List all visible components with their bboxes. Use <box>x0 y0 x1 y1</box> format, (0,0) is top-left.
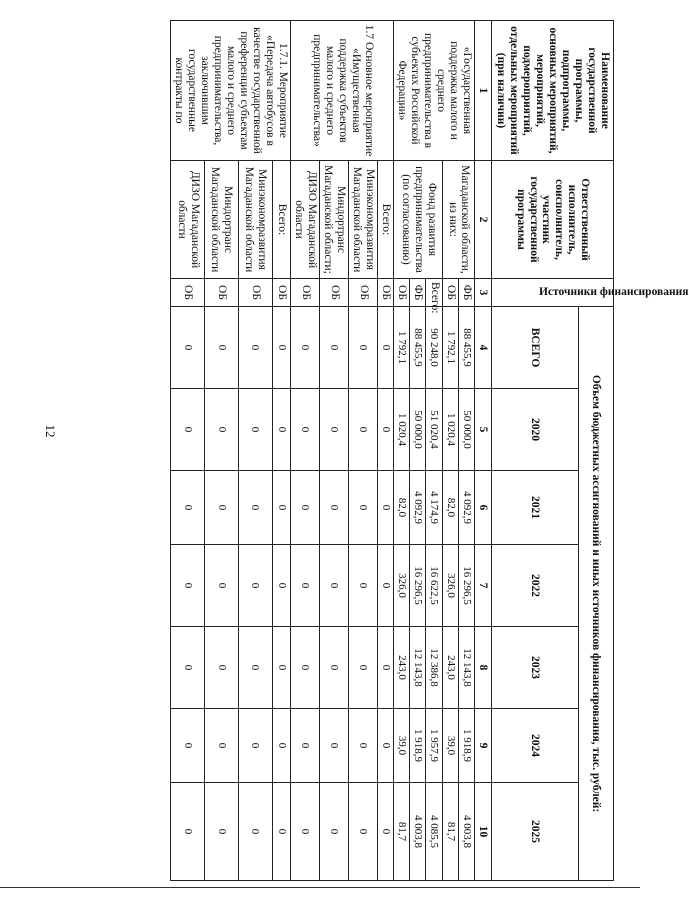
value-cell: 0 <box>320 783 349 881</box>
value-cell: 0 <box>320 389 349 471</box>
table-row <box>272 21 291 881</box>
program-name-cell: 1.7 Основное мероприятие «Имущественная поддержка субъектов малого и среднего предпринимательства» <box>291 21 394 161</box>
value-cell: 0 <box>272 783 291 881</box>
value-cell: 0 <box>291 545 320 627</box>
header-year-2020: 2020 <box>492 389 579 471</box>
value-cell: 0 <box>205 471 239 545</box>
value-cell: 0 <box>378 709 394 783</box>
value-cell: 0 <box>349 389 378 471</box>
header-year-2025: 2025 <box>492 783 579 881</box>
executor-cell: ДИЗО Магаданской области <box>171 161 205 279</box>
value-cell: 88 455,9 <box>459 307 475 389</box>
executor-cell: Фонд развития предпринимательства (по согласованию) <box>394 161 443 279</box>
value-cell: 1 020,4 <box>394 389 410 471</box>
source-cell: ОБ <box>378 279 394 307</box>
value-cell: 0 <box>378 307 394 389</box>
value-cell: 0 <box>320 471 349 545</box>
header-year-2021: 2021 <box>492 471 579 545</box>
executor-cell: Всего: <box>272 161 291 279</box>
value-cell: 0 <box>378 389 394 471</box>
value-cell: 0 <box>349 307 378 389</box>
value-cell: 4 092,9 <box>459 471 475 545</box>
value-cell: 12 143,8 <box>410 627 426 709</box>
header-executor: Ответственный исполнитель, соисполнитель, участник государственной программы <box>492 161 614 279</box>
value-cell: 0 <box>378 627 394 709</box>
value-cell: 0 <box>171 627 205 709</box>
value-cell: 0 <box>272 307 291 389</box>
column-index: 6 <box>475 471 492 545</box>
header-year-total: ВСЕГО <box>492 307 579 389</box>
source-cell: ОБ <box>349 279 378 307</box>
page-number: 12 <box>43 424 58 438</box>
value-cell: 0 <box>272 389 291 471</box>
header-year-2024: 2024 <box>492 709 579 783</box>
value-cell: 39,0 <box>394 709 410 783</box>
value-cell: 0 <box>272 545 291 627</box>
value-cell: 0 <box>320 709 349 783</box>
header-sources: Источники финансирования <box>492 279 614 307</box>
source-cell: ОБ <box>291 279 320 307</box>
source-cell: ФБ <box>459 279 475 307</box>
value-cell: 1 792,1 <box>443 307 459 389</box>
value-cell: 0 <box>291 307 320 389</box>
value-cell: 0 <box>320 545 349 627</box>
value-cell: 0 <box>291 783 320 881</box>
table-row <box>459 21 475 881</box>
column-index: 1 <box>475 21 492 161</box>
header-volume: Объем бюджетных ассигнований и иных источников финансирования, тыс. рублей: <box>579 307 614 881</box>
executor-cell: Магаданской области, из них: <box>443 161 475 279</box>
column-index: 10 <box>475 783 492 881</box>
source-cell: ОБ <box>205 279 239 307</box>
value-cell: 0 <box>272 627 291 709</box>
value-cell: 243,0 <box>394 627 410 709</box>
value-cell: 0 <box>378 471 394 545</box>
value-cell: 1 792,1 <box>394 307 410 389</box>
column-index: 8 <box>475 627 492 709</box>
value-cell: 1 918,9 <box>410 709 426 783</box>
value-cell: 0 <box>349 627 378 709</box>
value-cell: 12 386,8 <box>426 627 443 709</box>
column-index: 2 <box>475 161 492 279</box>
source-cell: ОБ <box>443 279 459 307</box>
value-cell: 4 092,9 <box>410 471 426 545</box>
source-cell: Всего: <box>426 279 443 307</box>
column-index: 5 <box>475 389 492 471</box>
value-cell: 0 <box>238 307 272 389</box>
value-cell: 39,0 <box>443 709 459 783</box>
value-cell: 51 020,4 <box>426 389 443 471</box>
source-cell: ОБ <box>238 279 272 307</box>
page-bottom-rule <box>0 887 640 888</box>
table-row <box>378 21 394 881</box>
header-name: Наименование государственной программы, подпрограммы, основных мероприятий, мероприятий, подмероприятий, отдельных мероприятий (при наличии) <box>492 21 614 161</box>
program-name-cell: 1.7.1. Мероприятие «Передача автобусов в качестве государственной преференции субъектам малого и среднего предпринимательства, заключившим государственные контракты по <box>171 21 291 161</box>
executor-cell: Миндортранс Магаданской области; <box>320 161 349 279</box>
value-cell: 16 296,5 <box>410 545 426 627</box>
value-cell: 0 <box>349 709 378 783</box>
value-cell: 0 <box>238 709 272 783</box>
header-year-2022: 2022 <box>492 545 579 627</box>
value-cell: 0 <box>291 709 320 783</box>
value-cell: 0 <box>291 389 320 471</box>
executor-cell: Минэкономразвития Магаданской области <box>238 161 272 279</box>
value-cell: 82,0 <box>394 471 410 545</box>
value-cell: 1 918,9 <box>459 709 475 783</box>
source-cell: ОБ <box>272 279 291 307</box>
column-index: 7 <box>475 545 492 627</box>
value-cell: 326,0 <box>394 545 410 627</box>
value-cell: 12 143,8 <box>459 627 475 709</box>
value-cell: 81,7 <box>443 783 459 881</box>
source-cell: ОБ <box>320 279 349 307</box>
value-cell: 0 <box>238 627 272 709</box>
value-cell: 90 248,0 <box>426 307 443 389</box>
value-cell: 88 455,9 <box>410 307 426 389</box>
value-cell: 243,0 <box>443 627 459 709</box>
value-cell: 0 <box>171 389 205 471</box>
executor-cell: ДИЗО Магаданской области <box>291 161 320 279</box>
value-cell: 0 <box>349 471 378 545</box>
value-cell: 0 <box>291 471 320 545</box>
value-cell: 1 020,4 <box>443 389 459 471</box>
value-cell: 0 <box>205 307 239 389</box>
column-index-row <box>475 21 492 881</box>
value-cell: 0 <box>349 783 378 881</box>
value-cell: 0 <box>378 783 394 881</box>
value-cell: 0 <box>272 471 291 545</box>
value-cell: 4 174,9 <box>426 471 443 545</box>
value-cell: 0 <box>171 545 205 627</box>
value-cell: 0 <box>378 545 394 627</box>
value-cell: 1 957,9 <box>426 709 443 783</box>
source-cell: ФБ <box>410 279 426 307</box>
value-cell: 4 003,8 <box>459 783 475 881</box>
executor-cell: Всего: <box>378 161 394 279</box>
program-name-cell: «Государственная поддержка малого и среднего предпринимательства в субъектах Российской Федерации» <box>394 21 475 161</box>
value-cell: 0 <box>320 307 349 389</box>
source-cell: ОБ <box>394 279 410 307</box>
value-cell: 0 <box>205 389 239 471</box>
value-cell: 16 622,5 <box>426 545 443 627</box>
source-cell: ОБ <box>171 279 205 307</box>
value-cell: 326,0 <box>443 545 459 627</box>
value-cell: 0 <box>238 545 272 627</box>
value-cell: 0 <box>205 545 239 627</box>
value-cell: 0 <box>205 709 239 783</box>
value-cell: 0 <box>238 389 272 471</box>
value-cell: 0 <box>171 471 205 545</box>
value-cell: 0 <box>238 471 272 545</box>
column-index: 4 <box>475 307 492 389</box>
executor-cell: Миндортранс Магаданской области <box>205 161 239 279</box>
budget-table <box>170 20 689 881</box>
value-cell: 50 000,0 <box>459 389 475 471</box>
value-cell: 82,0 <box>443 471 459 545</box>
budget-table-rotated <box>59 20 689 880</box>
column-index: 9 <box>475 709 492 783</box>
value-cell: 16 296,5 <box>459 545 475 627</box>
column-index: 3 <box>475 279 492 307</box>
value-cell: 0 <box>171 709 205 783</box>
value-cell: 0 <box>272 709 291 783</box>
value-cell: 4 003,8 <box>410 783 426 881</box>
value-cell: 0 <box>349 545 378 627</box>
value-cell: 0 <box>320 627 349 709</box>
value-cell: 50 000,0 <box>410 389 426 471</box>
executor-cell: Минэкономразвития Магаданской области <box>349 161 378 279</box>
value-cell: 0 <box>205 783 239 881</box>
value-cell: 4 085,5 <box>426 783 443 881</box>
value-cell: 0 <box>291 627 320 709</box>
value-cell: 0 <box>171 307 205 389</box>
header-year-2023: 2023 <box>492 627 579 709</box>
value-cell: 0 <box>238 783 272 881</box>
value-cell: 0 <box>171 783 205 881</box>
value-cell: 81,7 <box>394 783 410 881</box>
value-cell: 0 <box>205 627 239 709</box>
